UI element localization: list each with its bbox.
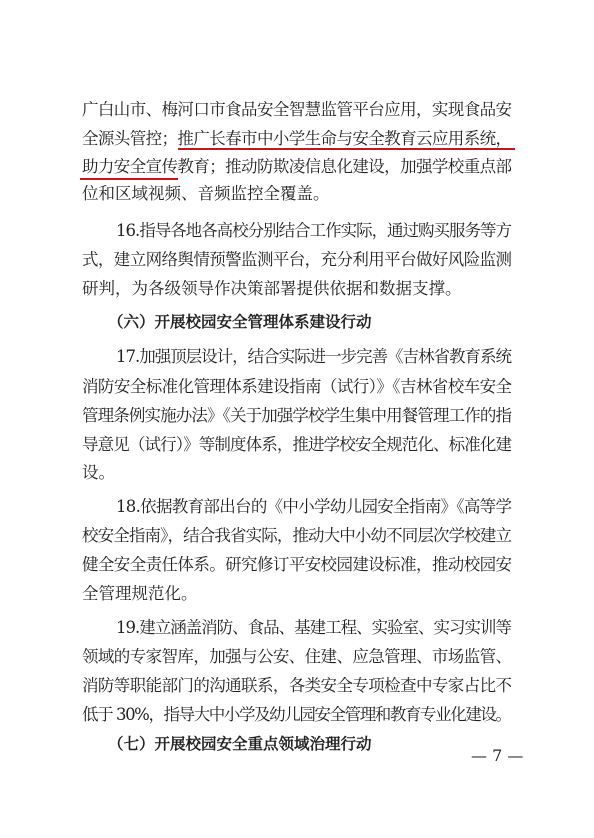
line-text: 消防等职能部门的沟通联系，各类安全专项检查中专家占比不: [82, 676, 512, 695]
line-text: 管理条例实施办法》《关于加强学校学生集中用餐管理工作的指: [82, 406, 512, 425]
text-line: [0, 431, 594, 459]
line-text: 健全安全责任体系。研究修订平安校园建设标准，推动校园安: [82, 555, 512, 574]
page-number: — 7 —: [471, 746, 524, 765]
text-line: [0, 459, 594, 487]
text-line: [0, 493, 594, 521]
text-line: [0, 343, 594, 371]
text-line: [0, 246, 594, 274]
line-text: 广白山市、梅河口市食品安全智慧监管平台应用，实现食品安: [82, 100, 512, 119]
line-text: 研判，为各级领导作决策部署提供依据和数据支撑。: [82, 279, 462, 298]
line-text: 低于 30%，指导大中小学及幼儿园安全管理和教育专业化建设。: [82, 705, 511, 724]
red-underline-annotation: [178, 148, 515, 150]
line-text: 助力安全宣传教育；推动防欺凌信息化建设，加强学校重点部: [82, 157, 512, 176]
line-text: 设。: [82, 463, 115, 482]
red-underline-annotation: [80, 178, 178, 180]
line-text: 全源头管控；推广长春市中小学生命与安全教育云应用系统，: [82, 129, 512, 148]
line-text: 导意见（试行）》等制度体系，推进学校安全规范化、标准化建: [82, 435, 512, 454]
text-line: [0, 96, 594, 124]
text-line: [0, 580, 594, 608]
line-text: 17.加强顶层设计，结合实际进一步完善《吉林省教育系统: [116, 347, 511, 366]
text-line: [0, 373, 594, 401]
text-line: [0, 522, 594, 550]
section-heading: [0, 308, 594, 336]
text-line: [0, 275, 594, 303]
text-line: [0, 217, 594, 245]
line-text: 式，建立网络舆情预警监测平台，充分利用平台做好风险监测: [82, 250, 512, 269]
line-text: 消防安全标准化管理体系建设指南（试行）》《吉林省校车安全: [82, 377, 512, 396]
text-line: [0, 551, 594, 579]
line-text: 校安全指南》，结合我省实际，推动大中小幼不同层次学校建立: [82, 526, 512, 545]
text-line: [0, 672, 594, 700]
text-line: [0, 701, 594, 729]
text-line: [0, 614, 594, 642]
text-line: [0, 153, 594, 181]
line-text: 全管理规范化。: [82, 584, 198, 603]
line-text: 位和区域视频、音频监控全覆盖。: [82, 184, 330, 203]
heading-text: （六）开展校园安全管理体系建设行动: [108, 313, 372, 331]
text-line: [0, 180, 594, 208]
text-line: [0, 402, 594, 430]
line-text: 18.依据教育部出台的《中小学幼儿园安全指南》《高等学: [116, 497, 512, 516]
text-line: [0, 643, 594, 671]
line-text: 19.建立涵盖消防、食品、基建工程、实验室、实习实训等: [116, 618, 511, 637]
heading-text: （七）开展校园安全重点领域治理行动: [108, 735, 372, 753]
line-text: 领域的专家智库，加强与公安、住建、应急管理、市场监管、: [82, 647, 512, 666]
line-text: 16.指导各地各高校分别结合工作实际，通过购买服务等方: [116, 221, 511, 240]
